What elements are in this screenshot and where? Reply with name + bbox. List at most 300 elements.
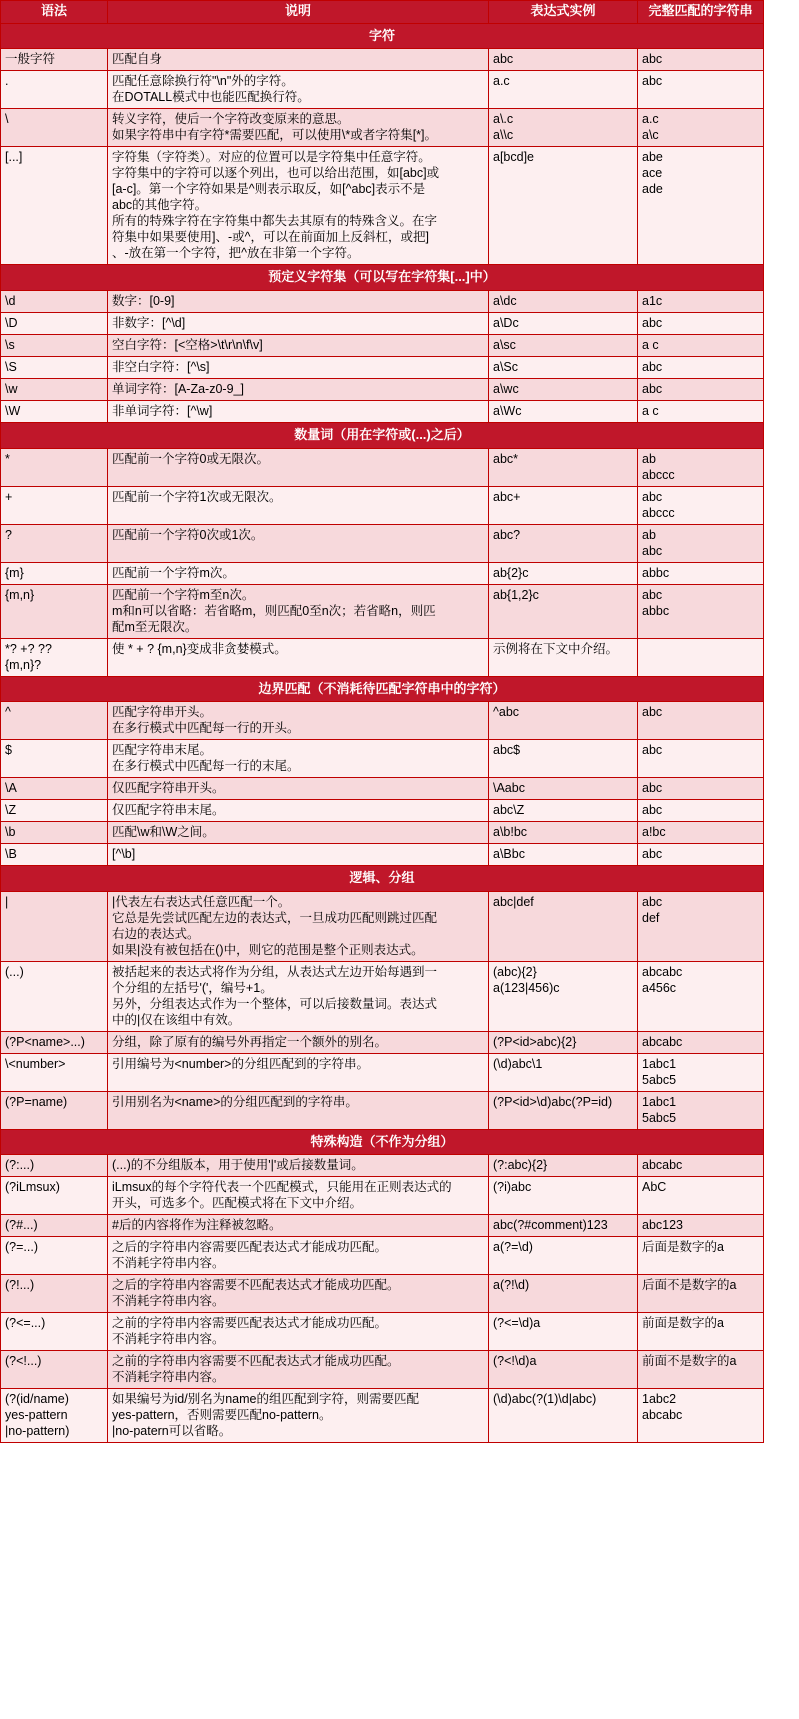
cell-example [489,71,638,109]
cell-match [638,448,764,486]
cell-example [489,109,638,147]
cell-match-line: 1abc2 [642,1392,677,1407]
cell-description [108,1177,489,1215]
cell-description [108,1091,489,1129]
cell-syntax [1,844,108,866]
cell-description [108,1031,489,1053]
cell-match-line: abc [642,315,663,330]
cell-example [489,1275,638,1313]
cell-syntax [1,702,108,740]
cell-match [638,740,764,778]
cell-match-line: ab [642,451,656,466]
cell-match [638,524,764,562]
cell-syntax [1,1237,108,1275]
cell-example [489,147,638,265]
cell-match [638,1031,764,1053]
section-header-row [1,23,764,49]
cell-example-line: abc* [493,451,519,466]
cell-match [638,1053,764,1091]
cell-description-line: |no-patern可以省略。 [112,1424,232,1439]
cell-syntax [1,1351,108,1389]
cell-example-line: abc(?#comment)123 [493,1218,608,1233]
cell-description [108,702,489,740]
cell-description-line: 在多行模式中匹配每一行的末尾。 [112,759,300,774]
cell-match-line: ace [642,166,663,181]
cell-syntax-line: | [5,894,9,909]
cell-syntax [1,486,108,524]
cell-example-line: ^abc [493,705,520,720]
cell-example [489,290,638,312]
section-title: 逻辑、分组 [1,866,764,892]
cell-description-line: abc的其他字符。 [112,198,208,213]
section-title: 数量词（用在字符或(...)之后） [1,422,764,448]
table-body [1,23,764,1443]
cell-syntax-line: \<number> [5,1056,66,1071]
table-row [1,486,764,524]
cell-description [108,486,489,524]
cell-syntax [1,740,108,778]
cell-description-line: 匹配前一个字符0次或1次。 [112,527,264,542]
cell-example-line: (abc){2} [493,964,537,979]
table-row [1,1053,764,1091]
cell-syntax [1,378,108,400]
table-row [1,524,764,562]
cell-example [489,1155,638,1177]
cell-syntax-line: \ [5,112,9,127]
cell-example [489,1091,638,1129]
cell-match [638,400,764,422]
cell-match-line: abcabc [642,1158,683,1173]
cell-description [108,400,489,422]
cell-description-line: 被括起来的表达式将作为分组，从表达式左边开始每遇到一 [112,964,438,979]
cell-match [638,1313,764,1351]
cell-example [489,562,638,584]
cell-example-line: (\d)abc\1 [493,1056,543,1071]
table-row [1,740,764,778]
cell-description [108,524,489,562]
section-header-row [1,866,764,892]
cell-description [108,71,489,109]
cell-syntax-line: + [5,489,13,504]
cell-description-line: (...)的不分组版本，用于使用'|'或后接数量词。 [112,1158,364,1173]
cell-description-line: 仅匹配字符串末尾。 [112,803,225,818]
cell-example-line: a\sc [493,337,516,352]
cell-match-line: AbC [642,1180,667,1195]
cell-match-line: 后面是数字的a [642,1240,724,1255]
cell-description-line: yes-pattern，否则需要匹配no-pattern。 [112,1408,332,1423]
cell-match [638,147,764,265]
cell-match-line: 1abc1 [642,1094,677,1109]
cell-syntax-line: [...] [5,150,23,165]
table-row [1,400,764,422]
cell-description-line: 之后的字符串内容需要匹配表达式才能成功匹配。 [112,1240,388,1255]
cell-syntax [1,312,108,334]
cell-example [489,334,638,356]
section-title: 特殊构造（不作为分组） [1,1129,764,1155]
cell-example-line: 示例将在下文中介绍。 [493,641,619,656]
table-row [1,312,764,334]
cell-description [108,312,489,334]
cell-match-line: a!bc [642,825,666,840]
cell-example-line: a\wc [493,381,519,396]
cell-description [108,1389,489,1443]
cell-description [108,1237,489,1275]
cell-description [108,147,489,265]
cell-example [489,486,638,524]
cell-match-line: abbc [642,603,670,618]
cell-example-line: abc$ [493,743,521,758]
cell-match-line: a.c [642,112,659,127]
cell-description-line: iLmsux的每个字符代表一个匹配模式，只能用在正则表达式的 [112,1180,452,1195]
cell-syntax [1,400,108,422]
cell-match [638,290,764,312]
cell-syntax-line: . [5,74,9,89]
cell-match-line: abcabc [642,964,683,979]
cell-description [108,109,489,147]
table-row [1,1215,764,1237]
cell-syntax [1,1313,108,1351]
table-row [1,1031,764,1053]
cell-match-line: abbc [642,565,670,580]
cell-syntax [1,584,108,638]
cell-syntax-line: (?P<name>...) [5,1034,85,1049]
cell-match [638,1237,764,1275]
cell-match [638,71,764,109]
cell-syntax [1,1215,108,1237]
cell-description-line: 右边的表达式。 [112,926,200,941]
cell-example [489,961,638,1031]
table-row [1,1177,764,1215]
cell-match [638,312,764,334]
cell-description-line: 所有的特殊字符在字符集中都失去其原有的特殊含义。在字 [112,214,438,229]
table-row [1,562,764,584]
cell-match [638,822,764,844]
cell-match-line: 后面不是数字的a [642,1278,737,1293]
cell-syntax-line: {m,n} [5,587,35,602]
cell-example-line: a\Bbc [493,847,525,862]
cell-match [638,702,764,740]
cell-syntax-line: \W [5,403,21,418]
cell-example [489,1389,638,1443]
cell-match-line: abc [642,781,663,796]
cell-example-line: (?<=\d)a [493,1316,541,1331]
cell-match-line: abc [642,587,663,602]
cell-syntax-line: \A [5,781,17,796]
cell-example-line: abc|def [493,894,534,909]
cell-match-line: abc [642,705,663,720]
cell-description-line: 匹配字符串开头。 [112,705,213,720]
cell-example [489,638,638,676]
cell-example [489,778,638,800]
cell-description-line: 匹配任意除换行符"\n"外的字符。 [112,74,294,89]
cell-syntax-line: (?<=...) [5,1316,46,1331]
cell-match [638,486,764,524]
cell-syntax-line: (?!...) [5,1278,35,1293]
table-row [1,1091,764,1129]
cell-description-line: 之前的字符串内容需要不匹配表达式才能成功匹配。 [112,1354,400,1369]
table-row [1,356,764,378]
cell-match-line: abc123 [642,1218,684,1233]
cell-match [638,1389,764,1443]
cell-match [638,109,764,147]
cell-description-line: 匹配前一个字符1次或无限次。 [112,489,282,504]
cell-example-line: a\.c [493,112,514,127]
cell-example-line: (?P<id>\d)abc(?P=id) [493,1094,613,1109]
cell-syntax [1,1053,108,1091]
cell-example [489,1031,638,1053]
cell-syntax [1,562,108,584]
cell-description-line: 个分组的左括号'('，编号+1。 [112,980,273,995]
cell-example-line: a(?!\d) [493,1278,530,1293]
cell-example-line: a\Wc [493,403,522,418]
cell-syntax-line: (?#...) [5,1218,38,1233]
cell-syntax [1,356,108,378]
cell-match-line: a c [642,337,659,352]
table-row [1,109,764,147]
cell-match [638,562,764,584]
cell-match-line: 1abc1 [642,1056,677,1071]
column-header-match: 完整匹配的字符串 [638,1,764,24]
cell-match [638,1351,764,1389]
cell-example [489,740,638,778]
cell-description [108,1275,489,1313]
cell-match [638,1215,764,1237]
cell-example [489,49,638,71]
cell-description-line: 它总是先尝试匹配左边的表达式，一旦成功匹配则跳过匹配 [112,910,438,925]
cell-description-line: 匹配前一个字符0或无限次。 [112,451,269,466]
cell-description-line: 单词字符：[A-Za-z0-9_] [112,381,244,396]
cell-description [108,822,489,844]
cell-match [638,844,764,866]
cell-example-line: a\Dc [493,315,519,330]
cell-match-line: abc [642,894,663,909]
cell-example-line: a\\c [493,128,514,143]
table-row [1,702,764,740]
cell-syntax [1,1275,108,1313]
table-row [1,1389,764,1443]
cell-match [638,778,764,800]
cell-description-line: 如果编号为id/别名为name的组匹配到字符，则需要匹配 [112,1392,419,1407]
cell-match-line: abc [642,381,663,396]
cell-description-line: 数字：[0-9] [112,293,175,308]
cell-match-line: abc [642,847,663,862]
table-row [1,378,764,400]
cell-match-line: abc [642,359,663,374]
cell-syntax-line: \B [5,847,17,862]
cell-syntax-line: \S [5,359,17,374]
cell-example-line: (\d)abc(?(1)\d|abc) [493,1392,597,1407]
cell-match-line: abccc [642,467,675,482]
cell-match-line: abc [642,52,663,67]
table-row [1,290,764,312]
table-row [1,147,764,265]
cell-example-line: (?i)abc [493,1180,532,1195]
cell-match-line: abc [642,803,663,818]
table-row [1,1275,764,1313]
table-row [1,1237,764,1275]
section-title: 字符 [1,23,764,49]
cell-match [638,1155,764,1177]
cell-description [108,584,489,638]
cell-syntax-line: (?=...) [5,1240,38,1255]
cell-example-line: (?:abc){2} [493,1158,548,1173]
cell-match-line: abc [642,743,663,758]
cell-syntax [1,1177,108,1215]
section-header-row [1,1129,764,1155]
cell-example-line: abc? [493,527,521,542]
cell-example-line: a.c [493,74,510,89]
cell-description-line: 在多行模式中匹配每一行的开头。 [112,721,300,736]
cell-description-line: 之后的字符串内容需要不匹配表达式才能成功匹配。 [112,1278,400,1293]
cell-description-line: 引用编号为<number>的分组匹配到的字符串。 [112,1056,369,1071]
cell-description-line: [^\b] [112,847,136,862]
table-row [1,448,764,486]
cell-description [108,1215,489,1237]
cell-description-line: 匹配自身 [112,52,163,67]
cell-match-line: ab [642,527,656,542]
cell-description [108,334,489,356]
section-title: 预定义字符集（可以写在字符集[...]中） [1,265,764,291]
cell-description-line: 匹配字符串末尾。 [112,743,213,758]
table-row [1,961,764,1031]
cell-description-line: 配m至无限次。 [112,619,198,634]
cell-example-line: a\b!bc [493,825,528,840]
cell-syntax [1,1389,108,1443]
cell-match [638,584,764,638]
cell-match-line: def [642,910,660,925]
cell-description-line: 不消耗字符串内容。 [112,1256,225,1271]
cell-match [638,1091,764,1129]
cell-syntax-line: ^ [5,705,11,720]
cell-syntax [1,524,108,562]
cell-description-line: 字符集中的字符可以逐个列出，也可以给出范围，如[abc]或 [112,166,440,181]
cell-description-line: 非空白字符：[^\s] [112,359,210,374]
cell-match-line: abcabc [642,1034,683,1049]
cell-example-line: abc\Z [493,803,525,818]
table-row [1,71,764,109]
cell-syntax [1,109,108,147]
cell-description-line: 如果|没有被包括在()中，则它的范围是整个正则表达式。 [112,942,424,957]
cell-match-line: ade [642,182,663,197]
cell-syntax [1,891,108,961]
cell-match [638,1275,764,1313]
cell-syntax [1,1031,108,1053]
cell-example-line: ab{1,2}c [493,587,539,602]
cell-example [489,448,638,486]
cell-syntax [1,822,108,844]
cell-example [489,822,638,844]
cell-match-line: 前面不是数字的a [642,1354,737,1369]
table-header [1,1,764,24]
cell-description [108,1313,489,1351]
cell-description-line: 匹配\w和\W之间。 [112,825,215,840]
cell-match [638,356,764,378]
cell-description-line: 如果字符串中有字符*需要匹配，可以使用\*或者字符集[*]。 [112,128,438,143]
cell-example [489,524,638,562]
cell-description-line: 匹配前一个字符m至n次。 [112,587,255,602]
cell-match-line: abc [642,543,663,558]
cell-description [108,1155,489,1177]
cell-example-line: a\Sc [493,359,519,374]
cell-example [489,1215,638,1237]
table-row [1,844,764,866]
cell-match-line: abe [642,150,663,165]
cell-syntax-line: $ [5,743,12,758]
cell-match-line: abcabc [642,1408,683,1423]
cell-example [489,356,638,378]
column-header-description: 说明 [108,1,489,24]
cell-description [108,891,489,961]
cell-syntax-line: {m,n}? [5,657,42,672]
cell-description-line: 字符集（字符类）。对应的位置可以是字符集中任意字符。 [112,150,431,165]
cell-syntax-line: \w [5,381,18,396]
cell-description-line: 使 * + ? {m,n}变成非贪婪模式。 [112,641,287,656]
cell-description [108,961,489,1031]
cell-syntax [1,800,108,822]
cell-description [108,638,489,676]
cell-match [638,1177,764,1215]
cell-description-line: 另外，分组表达式作为一个整体，可以后接数量词。表达式 [112,996,438,1011]
cell-syntax-line: \b [5,825,16,840]
cell-description-line: 引用别名为<name>的分组匹配到的字符串。 [112,1094,358,1109]
cell-match [638,891,764,961]
cell-example-line: abc+ [493,489,521,504]
cell-syntax-line: (?iLmsux) [5,1180,60,1195]
cell-match-line: 5abc5 [642,1072,677,1087]
table-row [1,49,764,71]
cell-example-line: (?P<id>abc){2} [493,1034,577,1049]
cell-syntax-line: \D [5,315,18,330]
cell-syntax-line: \Z [5,803,17,818]
cell-match-line: 5abc5 [642,1110,677,1125]
table-row [1,584,764,638]
cell-example [489,1351,638,1389]
cell-description [108,49,489,71]
cell-syntax-line: * [5,451,10,466]
cell-example [489,1053,638,1091]
section-header-row [1,676,764,702]
cell-description-line: 匹配前一个字符m次。 [112,565,235,580]
table-row [1,822,764,844]
cell-syntax [1,49,108,71]
cell-description-line: 空白字符：[<空格>\t\r\n\f\v] [112,337,263,352]
column-header-syntax: 语法 [1,1,108,24]
cell-syntax-line: \d [5,293,16,308]
cell-description-line: 不消耗字符串内容。 [112,1332,225,1347]
cell-description-line: 转义字符，使后一个字符改变原来的意思。 [112,112,350,127]
cell-description [108,800,489,822]
cell-description [108,1053,489,1091]
cell-description-line: 不消耗字符串内容。 [112,1294,225,1309]
cell-description-line: m和n可以省略：若省略m，则匹配0至n次；若省略n，则匹 [112,603,436,618]
cell-syntax-line: |no-pattern) [5,1424,70,1439]
cell-example-line: a(123|456)c [493,980,560,995]
cell-description-line: 符集中如果要使用]、-或^，可以在前面加上反斜杠，或把] [112,230,429,245]
cell-syntax [1,1091,108,1129]
cell-match [638,800,764,822]
cell-description [108,290,489,312]
table-row [1,334,764,356]
cell-syntax-line: (...) [5,964,24,979]
column-header-example: 表达式实例 [489,1,638,24]
cell-example-line: a[bcd]e [493,150,535,165]
cell-syntax-line: (?P=name) [5,1094,68,1109]
cell-description-line: 、-放在第一个字符，把^放在非第一个字符。 [112,246,360,261]
cell-description-line: |代表左右表达式任意匹配一个。 [112,894,291,909]
cell-example [489,891,638,961]
cell-syntax-line: (?<!...) [5,1354,42,1369]
cell-description [108,356,489,378]
